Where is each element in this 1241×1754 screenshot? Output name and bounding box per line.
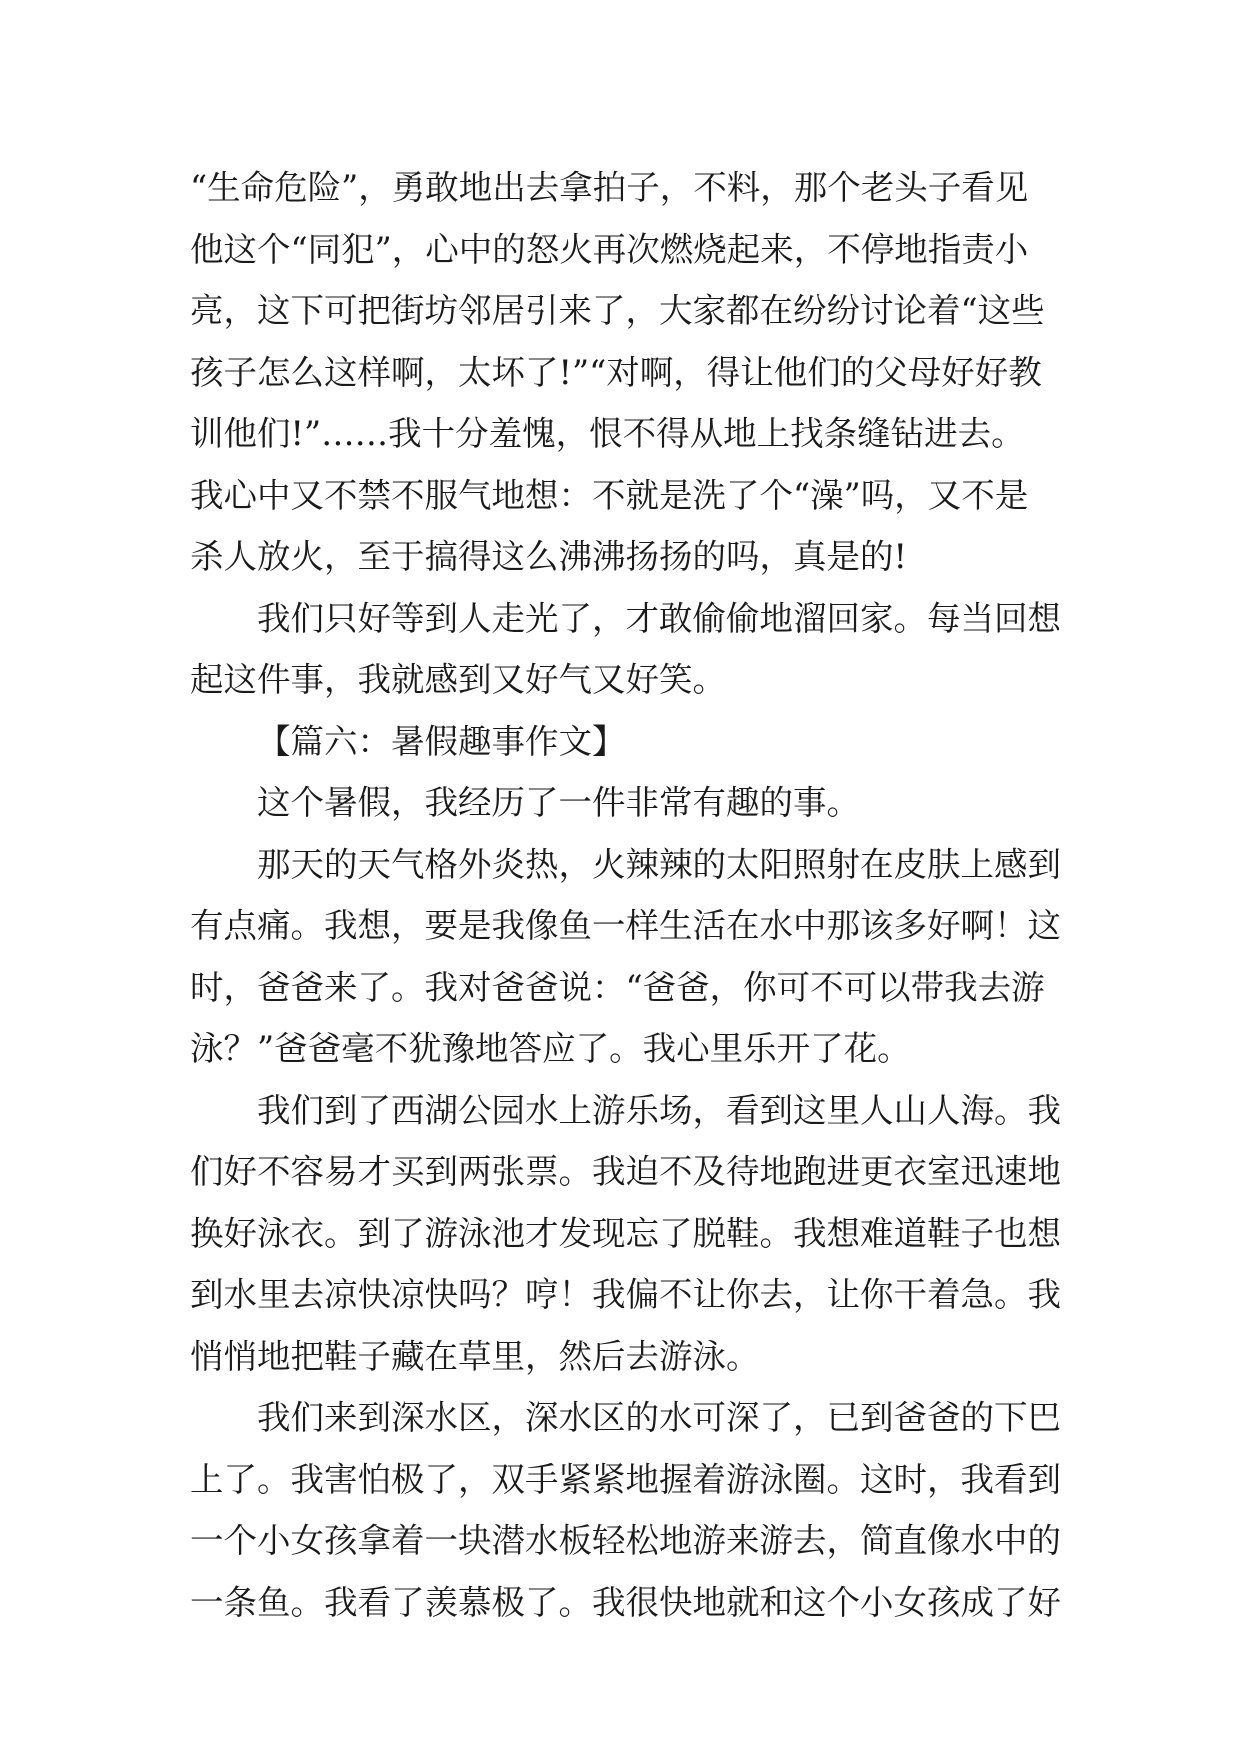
text-line: “生命危险”，勇敢地出去拿拍子，不料，那个老头子看见 <box>190 168 1029 207</box>
text-line: 一条鱼。我看了羡慕极了。我很快地就和这个小女孩成了好 <box>190 1582 1061 1622</box>
paragraph-start-line: 我们到了西湖公园水上游乐场，看到这里人山人海。我 <box>257 1090 1061 1130</box>
text-line: 我心中又不禁不服气地想：不就是洗了个“澡”吗，又不是 <box>190 475 1029 515</box>
text-line: 悄悄地把鞋子藏在草里，然后去游泳。 <box>190 1336 760 1376</box>
text-line: 时，爸爸来了。我对爸爸说：“爸爸，你可不可以带我去游 <box>190 967 1045 1007</box>
paragraph-start-line: 我们来到深水区，深水区的水可深了，已到爸爸的下巴 <box>257 1398 1061 1437</box>
text-line: 他这个“同犯”，心中的怒火再次燃烧起来，不停地指责小 <box>190 229 1029 269</box>
text-line: 有点痛。我想，要是我像鱼一样生活在水中那该多好啊！这 <box>190 906 1061 945</box>
text-line: 换好泳衣。到了游泳池才发现忘了脱鞋。我想难道鞋子也想 <box>190 1213 1061 1253</box>
section-heading: 【篇六：暑假趣事作文】 <box>257 721 626 761</box>
text-line: 训他们!”……我十分羞愧，恨不得从地上找条缝钻进去。 <box>190 414 1025 453</box>
text-line: 们好不容易才买到两张票。我迫不及待地跑进更衣室迅速地 <box>190 1152 1061 1191</box>
text-line: 泳？”爸爸毫不犹豫地答应了。我心里乐开了花。 <box>190 1029 911 1068</box>
text-line: 一个小女孩拿着一块潜水板轻松地游来游去，简直像水中的 <box>190 1521 1061 1560</box>
text-line: 孩子怎么这样啊，太坏了!”“对啊，得让他们的父母好好教 <box>190 352 1042 392</box>
text-line: 亮，这下可把街坊邻居引来了，大家都在纷纷讨论着“这些 <box>190 291 1045 330</box>
paragraph-start-line: 那天的天气格外炎热，火辣辣的太阳照射在皮肤上感到 <box>257 844 1061 884</box>
text-line: 到水里去凉快凉快吗？哼！我偏不让你去，让你干着急。我 <box>190 1275 1061 1314</box>
paragraph-start-line: 我们只好等到人走光了，才敢偷偷地溜回家。每当回想 <box>257 598 1061 638</box>
text-line: 上了。我害怕极了，双手紧紧地握着游泳圈。这时，我看到 <box>190 1459 1061 1499</box>
document-body <box>190 157 1061 1633</box>
text-line: 起这件事，我就感到又好气又好笑。 <box>190 660 726 699</box>
text-line: 杀人放火，至于搞得这么沸沸扬扬的吗，真是的! <box>190 537 907 576</box>
paragraph-start-line: 这个暑假，我经历了一件非常有趣的事。 <box>257 783 860 822</box>
